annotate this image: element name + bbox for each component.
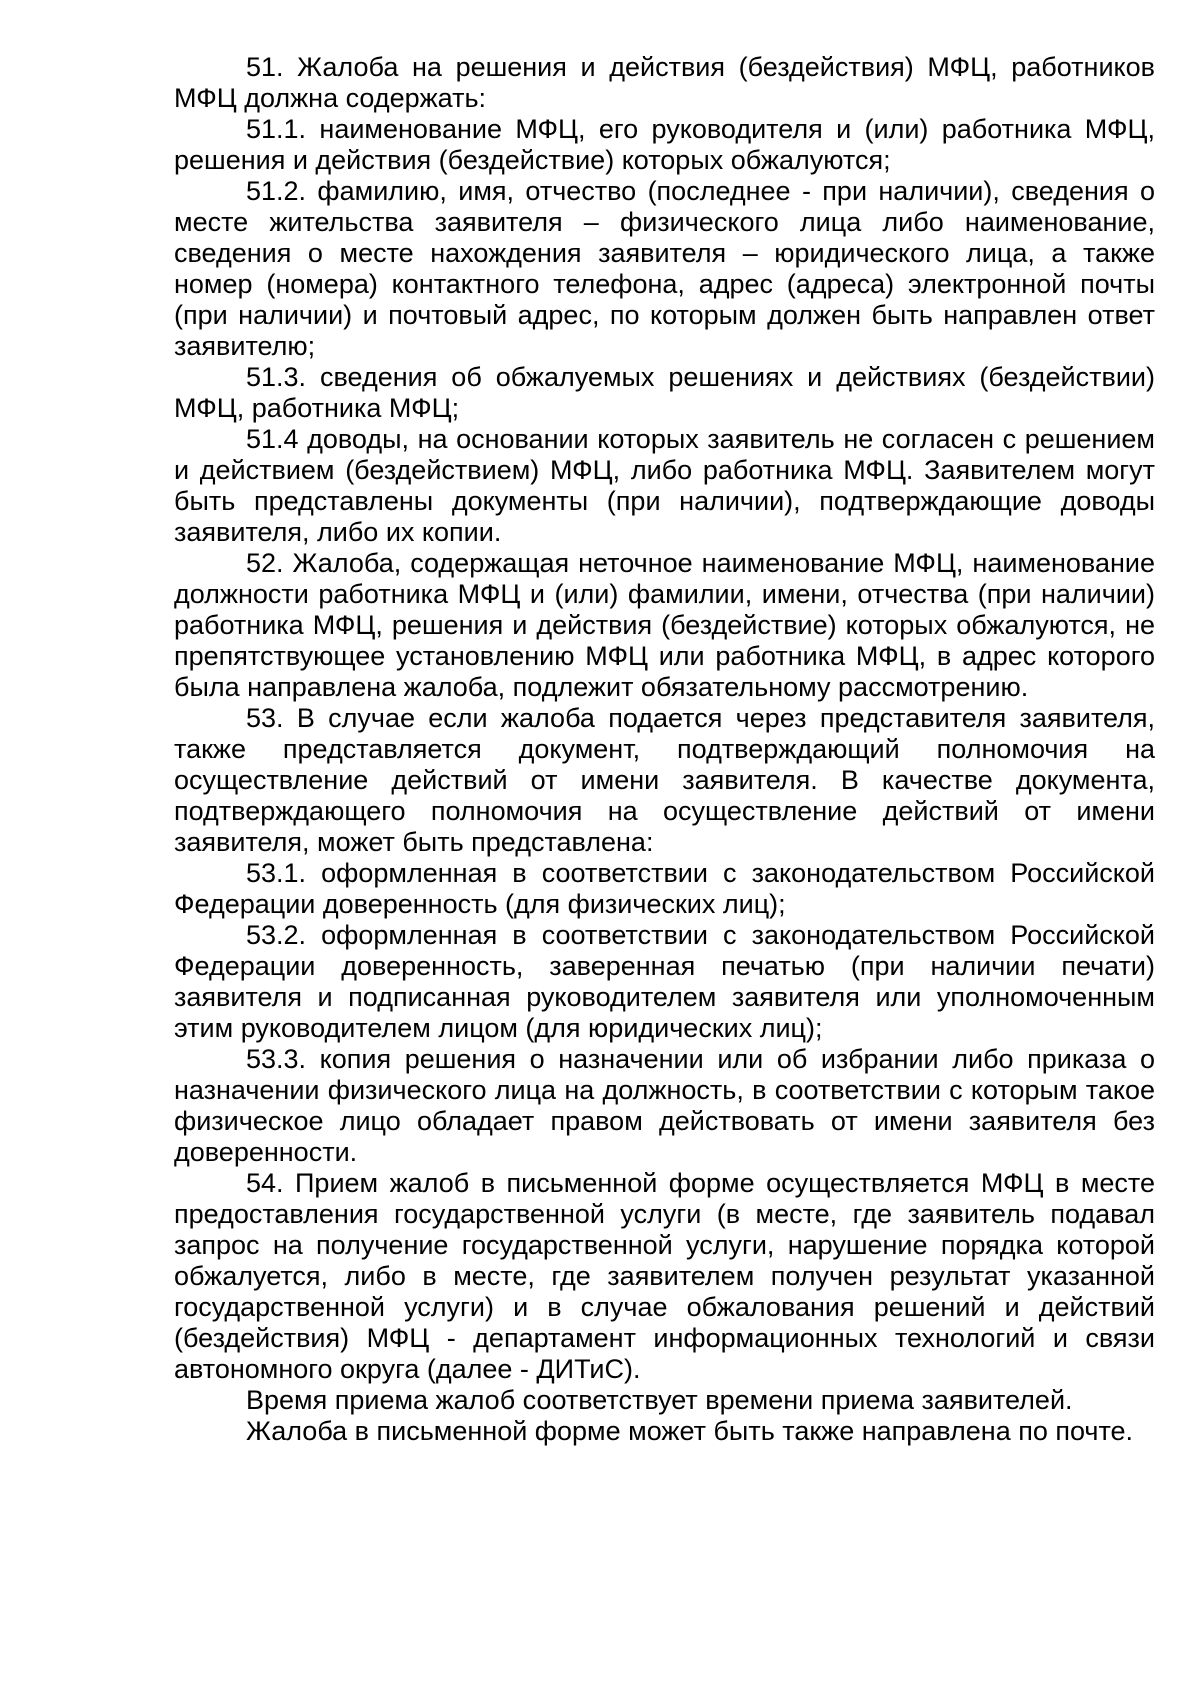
- paragraph-postal-complaint: Жалоба в письменной форме может быть также направлена по почте.: [246, 1416, 1134, 1446]
- document-body: [174, 52, 1155, 1447]
- paragraph-51-1: 51.1. наименование МФЦ, его руководителя и (или) работника МФЦ, решения и действия (бездействие) которых обжалуются;: [174, 114, 1155, 175]
- paragraph-51-3: 51.3. сведения об обжалуемых решениях и действиях (бездействии) МФЦ, работника МФЦ;: [174, 362, 1155, 423]
- paragraph-53: 53. В случае если жалоба подается через представителя заявителя, также представляется документ, подтверждающий полномочия на осуществление действий от имени заявителя. В качестве документа, подтверждающего полномочия на осуществление действий от имени заявителя, может быть представлена:: [174, 703, 1155, 857]
- paragraph-53-2: 53.2. оформленная в соответствии с законодательством Российской Федерации доверенность, заверенная печатью (при наличии печати) заявителя и подписанная руководителем заявителя или уполномоченным этим руководителем лицом (для юридических лиц);: [174, 920, 1155, 1043]
- paragraph-51-4: 51.4 доводы, на основании которых заявитель не согласен с решением и действием (бездействием) МФЦ, либо работника МФЦ. Заявителем могут быть представлены документы (при наличии), подтверждающие доводы заявителя, либо их копии.: [174, 424, 1155, 547]
- paragraph-53-3: 53.3. копия решения о назначении или об избрании либо приказа о назначении физического лица на должность, в соответствии с которым такое физическое лицо обладает правом действовать от имени заявителя без доверенности.: [174, 1044, 1155, 1167]
- paragraph-51-2: 51.2. фамилию, имя, отчество (последнее - при наличии), сведения о месте жительства заявителя – физического лица либо наименование, сведения о месте нахождения заявителя – юридического лица, а также номер (номера) контактного телефона, адрес (адреса) электронной почты (при наличии) и почтовый адрес, по которым должен быть направлен ответ заявителю;: [174, 176, 1155, 361]
- paragraph-53-1: 53.1. оформленная в соответствии с законодательством Российской Федерации доверенность (для физических лиц);: [174, 858, 1155, 919]
- paragraph-52: 52. Жалоба, содержащая неточное наименование МФЦ, наименование должности работника МФЦ и (или) фамилии, имени, отчества (при наличии) работника МФЦ, решения и действия (бездействие) которых обжалуются, не препятствующее установлению МФЦ или работника МФЦ, в адрес которого была направлена жалоба, подлежит обязательному рассмотрению.: [174, 548, 1155, 702]
- paragraph-51: 51. Жалоба на решения и действия (бездействия) МФЦ, работников МФЦ должна содержать:: [174, 52, 1155, 113]
- paragraph-54: 54. Прием жалоб в письменной форме осуществляется МФЦ в месте предоставления государственной услуги (в месте, где заявитель подавал запрос на получение государственной услуги, нарушение порядка которой обжалуется, либо в месте, где заявителем получен результат указанной государственной услуги) и в случае обжалования решений и действий (бездействия) МФЦ - департамент информационных технологий и связи автономного округа (далее - ДИТиС).: [174, 1168, 1155, 1384]
- paragraph-reception-time: Время приема жалоб соответствует времени приема заявителей.: [246, 1385, 1073, 1415]
